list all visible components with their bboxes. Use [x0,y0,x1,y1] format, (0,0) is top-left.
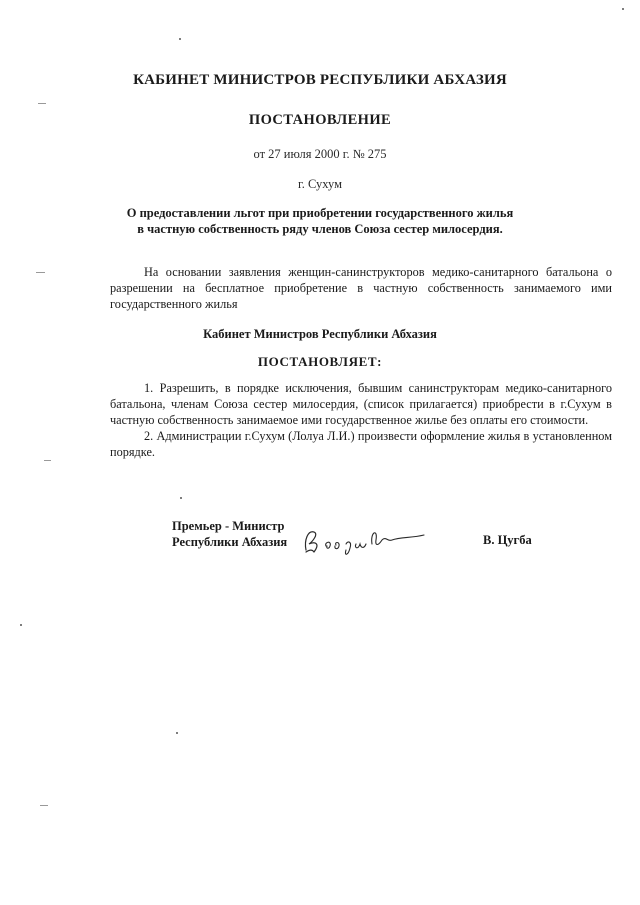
document-city: г. Сухум [297,177,342,191]
margin-mark [36,272,45,273]
document-type-heading: ПОСТАНОВЛЕНИЕ [248,112,392,128]
decree-item-1: 1. Разрешить, в порядке исключения, бывшим санинструкторам медико-санитарного батальона, членам Союза сестер милосердия, (список прилагается) приобрести в г.Сухум в частную собственность занимаемое ими государственное жилье без оплаты его стоимости. [110,381,612,427]
signatory-position-line-1: Премьер - Министр [172,519,285,533]
scan-speck [622,8,624,10]
cabinet-heading: Кабинет Министров Республики Абхазия [203,327,437,341]
margin-mark [38,103,46,104]
handwritten-signature [300,522,430,558]
basis-text: На основании заявления женщин-санинструкторов медико-санитарного батальона о разрешении на бесплатное приобретение в частную собственность занимаемого ими государственного жилья [110,265,612,311]
subject-line-1: О предоставлении льгот при приобретении государственного жилья [126,206,514,220]
decree-items [110,380,612,460]
margin-mark [44,460,51,461]
signatory-position-line-2: Республики Абхазия [172,535,288,549]
document-date-number: от 27 июля 2000 г. № 275 [253,147,387,161]
decree-item-2: 2. Администрации г.Сухум (Лолуа Л.И.) произвести оформление жилья в установленном порядке. [110,429,612,459]
scan-speck [176,732,178,734]
signatory-name: В. Цугба [483,533,532,547]
document-issuer-title: КАБИНЕТ МИНИСТРОВ РЕСПУБЛИКИ АБХАЗИЯ [133,72,507,88]
scan-speck [180,497,182,499]
subject-line-2: в частную собственность ряду членов Союза сестер милосердия. [137,222,503,236]
basis-paragraph [110,264,612,312]
signatory-position [172,518,287,550]
scan-speck [179,38,181,40]
decrees-heading: ПОСТАНОВЛЯЕТ: [257,354,383,369]
scan-speck [20,624,22,626]
margin-mark [40,805,48,806]
